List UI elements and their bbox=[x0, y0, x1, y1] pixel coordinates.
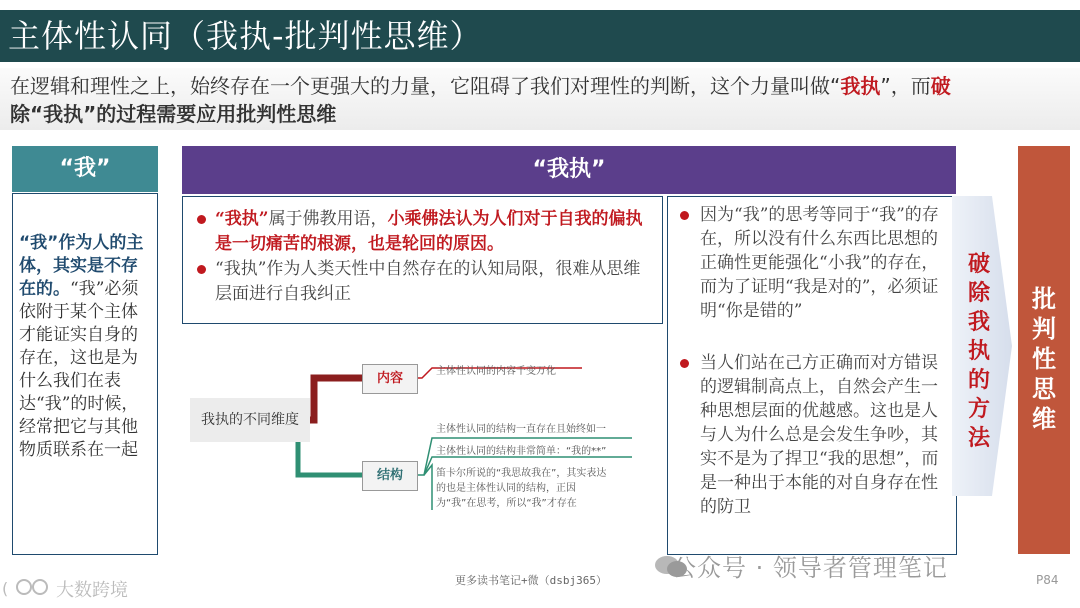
intro-banner bbox=[0, 68, 1080, 130]
bullet-icon bbox=[197, 265, 206, 274]
logo-icon bbox=[0, 574, 56, 600]
intro-line-1 bbox=[10, 73, 951, 99]
mindmap-leaf: 为“我”在思考，所以“我”才存在 bbox=[436, 498, 577, 509]
point-plain: 属于佛教用语， bbox=[268, 209, 388, 229]
svg-text:(: ( bbox=[2, 579, 9, 598]
intro-line-2: 除“我执”的过程需要应用批判性思维 bbox=[10, 102, 337, 126]
wozhi-header: “我执” bbox=[182, 146, 956, 194]
mindmap bbox=[182, 330, 662, 530]
page-number: P84 bbox=[1036, 573, 1059, 587]
critical-thinking-box bbox=[1018, 146, 1070, 554]
bullet-icon bbox=[680, 359, 689, 368]
intro-text-end: ”，而 bbox=[880, 74, 931, 98]
mindmap-root: 我执的不同维度 bbox=[190, 398, 310, 442]
mindmap-leaf: 主体性认同的结构一直存在且始终如一 bbox=[436, 424, 606, 435]
point-bold: 小乘佛法认为人们对于自我的偏执是一切痛苦的根源，也是轮回的原因。 bbox=[215, 209, 643, 254]
intro-text: 在逻辑和理性之上，始终存在一个更强大的力量，它阻碍了我们对理性的判断，这个力量叫做“ bbox=[10, 74, 841, 98]
mindmap-node-structure: 结构 bbox=[362, 461, 418, 491]
mindmap-leaf: 笛卡尔所说的“我思故我在”，其实表达 bbox=[436, 468, 607, 479]
wozhi-definition-panel bbox=[182, 196, 663, 324]
wo-bold-statement: “我”作为人的主体，其实是不存在的。 bbox=[19, 233, 144, 299]
wo-text bbox=[19, 232, 153, 462]
mindmap-leaf: 主体性认同的内容千变万化 bbox=[436, 366, 556, 377]
footer-watermark: 公众号 · 领导者管理笔记 bbox=[672, 554, 948, 582]
critical-thinking-label: 批判性思维 bbox=[1032, 285, 1056, 433]
wozhi-point-2: “我执”作为人类天性中自然存在的认知局限，很难从思维层面进行自我纠正 bbox=[215, 259, 641, 304]
mindmap-node-content: 内容 bbox=[362, 364, 418, 394]
footer-logo-text: 大数跨境 bbox=[56, 580, 128, 601]
wo-header: “我” bbox=[12, 146, 158, 192]
wozhi-right-point-2: 当人们站在己方正确而对方错误的逻辑制高点上，自然会产生一种思想层面的优越感。这也是人与人为什么总是会发生争吵，其实不是为了捍卫“我的思想”，而是一种出于本能的对自身存在性的防卫 bbox=[700, 353, 939, 517]
wo-panel bbox=[12, 193, 158, 555]
page-title: 主体性认同（我执-批判性思维） bbox=[8, 17, 483, 55]
wozhi-right-point-1: 因为“我”的思考等同于“我”的存在，所以没有什么东西比思想的正确性更能强化“小我”的存在，而为了证明“我是对的”，必须证明“你是错的” bbox=[700, 205, 939, 321]
wozhi-point-1 bbox=[215, 207, 655, 257]
bullet-icon bbox=[680, 211, 689, 220]
title-bar bbox=[0, 10, 1080, 62]
intro-keyword: 我执 bbox=[840, 74, 881, 98]
wo-body: “我”必须依附于某个主体才能证实自身的存在，这也是为什么我们在表达“我”的时候，经常把它与其他物质联系在一起 bbox=[19, 279, 139, 460]
wozhi-explanation-panel bbox=[667, 196, 957, 555]
footer-contact: 更多读书笔记+微（dsbj365） bbox=[455, 574, 607, 587]
point-lead: “我执” bbox=[215, 209, 269, 229]
mindmap-leaf: 主体性认同的结构非常简单：“我的**” bbox=[436, 446, 607, 457]
method-label: 破除我执的方法 bbox=[967, 252, 990, 451]
intro-red-end: 破 bbox=[930, 74, 951, 98]
mindmap-leaf: 的也是主体性认同的结构，正因 bbox=[436, 483, 576, 494]
bullet-icon bbox=[197, 215, 206, 224]
